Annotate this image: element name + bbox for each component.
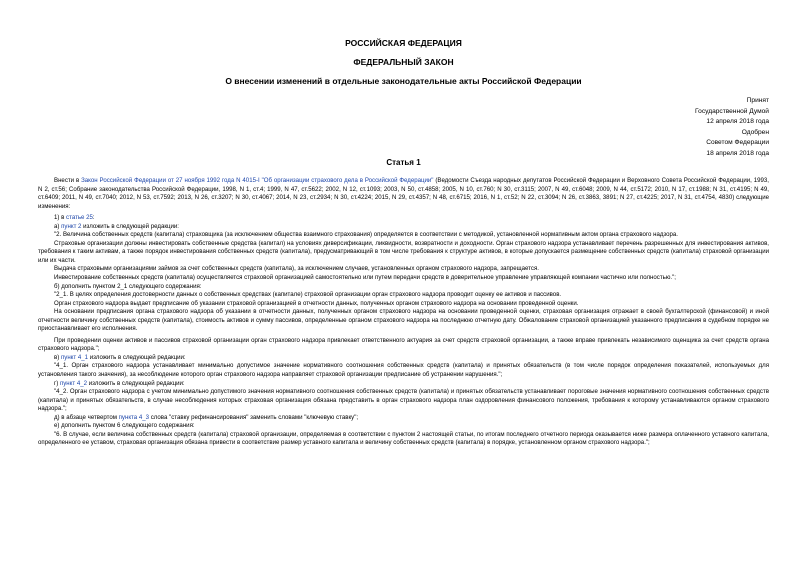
paragraph-item-b: б) дополнить пунктом 2_1 следующего содержания: <box>54 282 202 290</box>
paragraph-text: Инвестирование собственных средств (капитала) осуществляется страховой организацией самостоятельно или путем передачи средств в доверительное управление управляющей компании частично или полностью."; <box>54 274 676 282</box>
point-4-1-link[interactable]: пункт 4_1 <box>60 353 89 361</box>
adopted-label: Принят <box>746 97 769 104</box>
paragraph-item-1 <box>38 214 769 223</box>
paragraph-text: "6. В случае, если величина собственных средств (капитала) страховой организации, определяемая в соответствии с пунктом 2 настоящей статьи, по итогам последнего отчетного периода оказывается ниже размера оплаченного уставного капитала, определенного ее уставом, страховая организация обязана привести в соответствие размер уставного капитала и величину собственных средств (капитала) в порядке, установленном органом страхового надзора."; <box>38 430 769 447</box>
article-title: Статья 1 <box>386 158 421 167</box>
adoption-block <box>609 96 769 160</box>
approved-date: 18 апреля 2018 года <box>706 149 769 157</box>
paragraph-item-g <box>38 380 769 389</box>
paragraph-text: При проведении оценки активов и пассивов страховой организации орган страхового надзора привлекает ответственного актуария за счет средств страховой организации, а также вправе привлекать независимого оценщика за счет средств органа страхового надзора."; <box>38 336 769 353</box>
article-body <box>38 177 769 448</box>
text-fragment: (Ведомости Съезда народных депутатов Российской Федерации и Верховного Совета Российской Федерации, 1993, N 2, ст.56; Собрание законодательства Российской Федерации, 1998, N 1, ст.4; 1999, N 47, ст.5622; 2002, N 12, ст.1093; 2003, N 50, ст.4858; 2005, N 10, ст.760; N 30, ст.3115; 2007, N 49, ст.6048; 2009, N 44, ст.5172; 2010, N 17, ст.1988; N 31, ст.4195; N 49, ст.6409; 2011, N 49, ст.7040; 2012, N 53, ст.7592; 2013, N 26, ст.3207; N 30, ст.4067; 2014, N 23, ст.2934; N 30, ст.4224; 2015, N 29, ст.4357; N 48, ст.6715; 2016, N 1, ст.52; N 22, ст.3094; N 26, ст.3863, 3891; N 27, ст.4225; 2017, N 31, ст.4754, 4830) следующие изменения: <box>38 177 769 210</box>
text-fragment: изложить в следующей редакции: <box>88 353 186 361</box>
law-type-heading: ФЕДЕРАЛЬНЫЙ ЗАКОН <box>353 57 454 67</box>
paragraph-text: "2_1. В целях определения достоверности данных о собственных средствах (капитале) страховой организации орган страхового надзора проводит оценку ее активов и пассивов. <box>54 291 562 299</box>
text-fragment: Внести в <box>54 177 82 184</box>
article-25-link[interactable]: статье 25 <box>66 214 93 222</box>
country-heading: РОССИЙСКАЯ ФЕДЕРАЦИЯ <box>345 38 462 48</box>
text-fragment: : <box>92 214 95 222</box>
paragraph-text: Выдача страховыми организациями займов за счет собственных средств (капитала), за исключением случаев, установленных органом страхового надзора, запрещается. <box>54 265 539 273</box>
law-title: О внесении изменений в отдельные законодательные акты Российской Федерации <box>225 76 582 86</box>
text-fragment: изложить в следующей редакции: <box>87 379 185 387</box>
text-fragment: изложить в следующей редакции: <box>81 222 179 230</box>
text-fragment: в) <box>54 353 61 361</box>
paragraph-item-d <box>38 414 769 423</box>
point-4-2-link[interactable]: пункт 4_2 <box>59 379 88 387</box>
adopted-by: Государственной Думой <box>695 107 769 115</box>
approved-by: Советом Федерации <box>706 139 769 147</box>
point-4-3-link[interactable]: пункта 4_3 <box>118 413 150 421</box>
paragraph-item-v <box>38 354 769 363</box>
paragraph-text: На основании предписания органа страхового надзора об указании в отчетности данных, полученных органом страхового надзора на основании проведенной оценки, страховая организация отражает в своей бухгалтерской (финансовой) и иной отчетности величину собственных средств (капитала), стоимость активов и сумму пассивов, определенные органом страхового надзора на последнюю отчетную дату. Обжалование страховой организацией указанного предписания в судебном порядке не приостанавливает его исполнения. <box>38 308 769 333</box>
paragraph-item-e: е) дополнить пунктом 6 следующего содержания: <box>54 422 195 430</box>
paragraph-item-a <box>38 223 769 232</box>
paragraph-text: "4_1. Орган страхового надзора устанавливает минимально допустимое значение нормативного соотношения собственных средств (капитала) и принятых обязательств (в том числе порядок определения показателей, используемых для установления такого значения), за несоблюдение которого орган страхового надзора направляет страховой организации предписание об устранении нарушения."; <box>38 362 769 379</box>
text-fragment: слова "ставку рефинансирования" заменить словами "ключевую ставку"; <box>149 413 359 421</box>
paragraph-text: "2. Величина собственных средств (капитала) страховщика (за исключением общества взаимного страхования) определяется в соответствии с методикой, установленной нормативным актом органа страхового надзора. <box>54 231 678 239</box>
text-fragment: а) <box>54 222 62 230</box>
paragraph-intro <box>38 177 769 211</box>
paragraph-text: "4_2. Орган страхового надзора с учетом минимально допустимого значения нормативного соотношения собственных средств (капитала) и принятых обязательств устанавливает пороговые значения нормативного соотношения собственных средств (капитала) и принятых обязательств, в случае несоблюдения которых страховая организация обязана представить в орган страхового надзора план оздоровления финансового положения, требования к которому устанавливаются органом страхового надзора."; <box>38 388 769 413</box>
law-link[interactable]: Закон Российской Федерации от 27 ноября 1992 года N 4015-I "Об организации страхового дела в Российской Федерации" <box>81 177 434 184</box>
adopted-date: 12 апреля 2018 года <box>706 118 769 126</box>
paragraph-text: Страховые организации должны инвестировать собственные средства (капитал) на условиях диверсификации, ликвидности, возвратности и доходности. Орган страхового надзора устанавливает перечень разрешенных для инвестирования активов, требования к таким активам, а также порядок инвестирования собственных средств (капитала), предусматривающий в том числе требования к структуре активов, в которые допускается размещение собственных средств (капитала) страховой организации или их части. <box>38 239 769 264</box>
paragraph-text: Орган страхового надзора выдает предписание об указании страховой организацией в отчетности данных, полученных органом страхового надзора на основании проведенной оценки. <box>54 299 579 307</box>
text-fragment: г) <box>54 379 60 387</box>
point-2-link[interactable]: пункт 2 <box>61 222 82 230</box>
text-fragment: д) в абзаце четвертом <box>54 413 119 421</box>
approved-label: Одобрен <box>741 128 769 136</box>
text-fragment: 1) в <box>54 214 67 222</box>
